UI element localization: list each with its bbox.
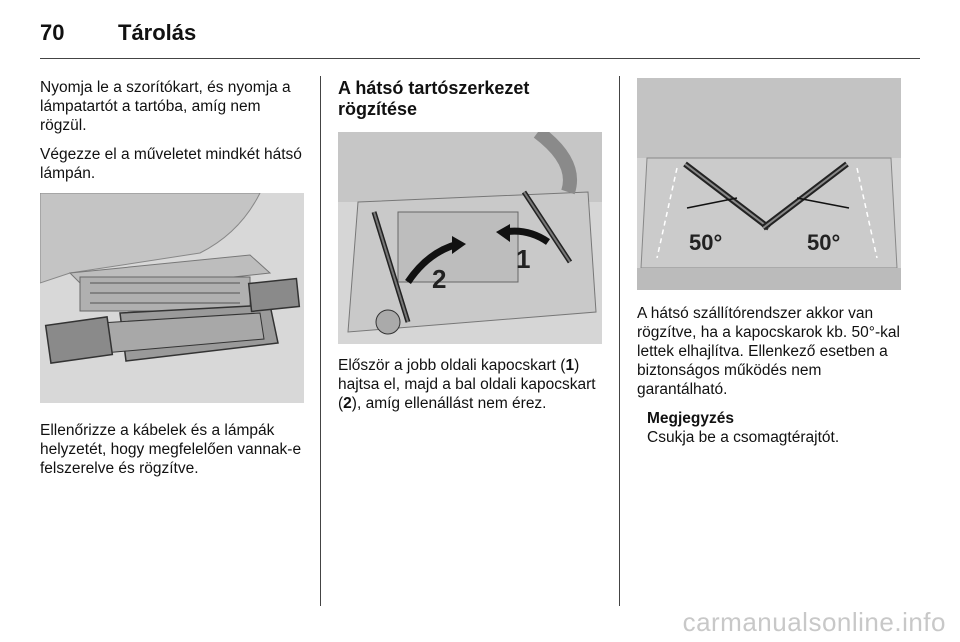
note-label: Megjegyzés xyxy=(647,410,735,427)
column-divider-1 xyxy=(320,76,321,606)
illustration-clamp-levers xyxy=(338,132,602,344)
illustration-lever-angles xyxy=(637,78,901,290)
paragraph: Ellenőrizze a kábelek és a lámpák helyzetét, hogy megfelelően vannak-e felszerelve és rögzítve. xyxy=(40,422,302,477)
section-heading: A hátsó tartószerkezet rögzítése xyxy=(338,78,530,119)
page-number: 70 xyxy=(40,20,65,45)
header-rule xyxy=(40,58,920,59)
column-2 xyxy=(338,78,604,423)
illustration-label-1: 1 xyxy=(516,244,531,274)
paragraph: Végezze el a műveletet mindkét hátsó lámpán. xyxy=(40,146,302,182)
column-1 xyxy=(40,78,306,488)
paragraph: A hátsó szállítórendszer akkor van rögzítve, ha a kapocskarok kb. 50°-kal lettek elhajlítva. Ellenkező esetben a biztonságos működés nem garantálható. xyxy=(637,305,900,398)
column-3 xyxy=(637,78,903,447)
paragraph-clamp-instructions: Először a jobb oldali kapocskart (1) hajtsa el, majd a bal oldali kapocskart (2), amíg ellenállást nem érez. xyxy=(338,357,596,412)
illustration-label-2: 2 xyxy=(432,264,447,294)
illustration-tail-lamp-holder xyxy=(40,193,304,403)
angle-label-left: 50° xyxy=(689,230,723,255)
page-header xyxy=(40,14,920,62)
note-box xyxy=(637,409,903,447)
column-divider-2 xyxy=(619,76,620,606)
watermark: carmanualsonline.info xyxy=(682,607,946,637)
chapter-title: Tárolás xyxy=(118,20,197,45)
note-text: Csukja be a csomagtérajtót. xyxy=(647,429,840,446)
angle-label-right: 50° xyxy=(807,230,841,255)
paragraph: Nyomja le a szorítókart, és nyomja a lámpatartót a tartóba, amíg nem rögzül. xyxy=(40,79,291,134)
